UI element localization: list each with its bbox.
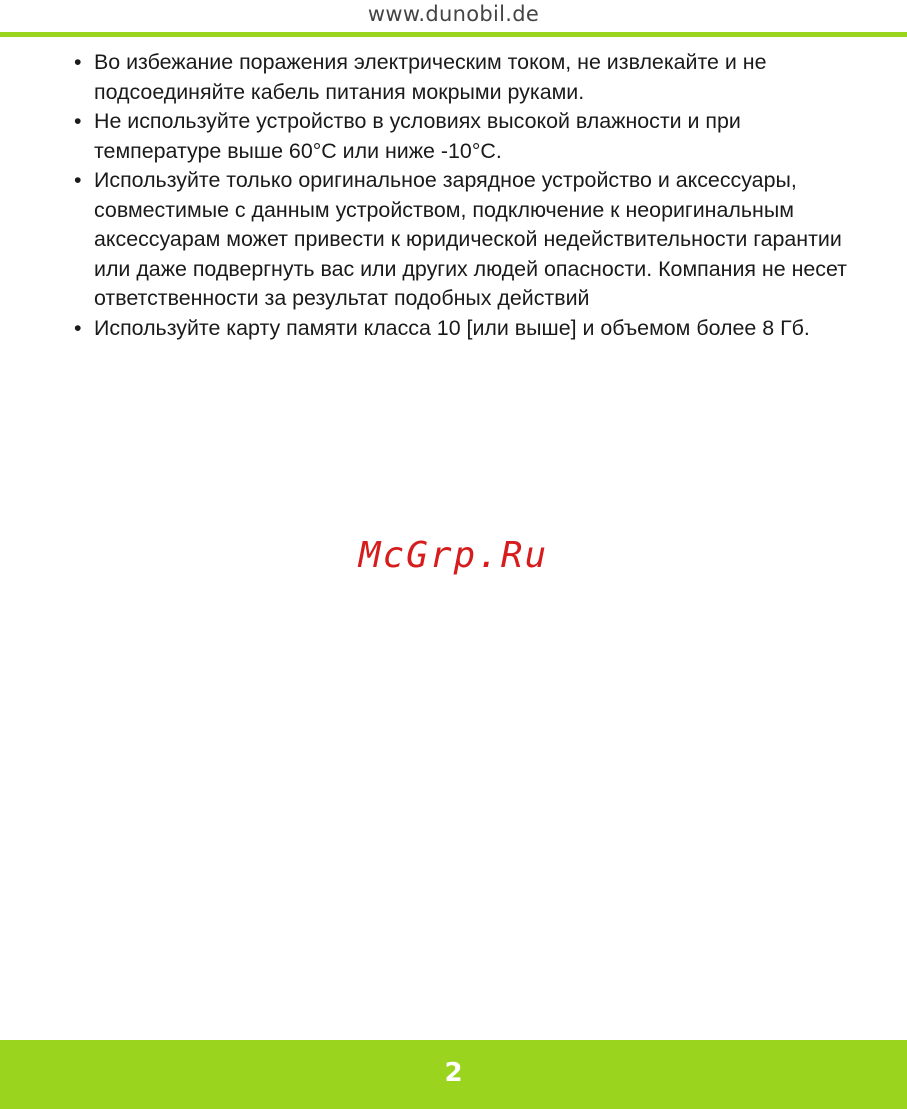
list-item-text: Во избежание поражения электрическим током, не извлекайте и не подсоединяйте кабель питания мокрыми руками. [94,50,767,104]
list-item [72,48,872,107]
list-item-text: Используйте только оригинальное зарядное устройство и аксессуары, совместимые с данным устройством, подключение к неоригинальным аксессуарам может привести к юридической недействительности гарантии или даже подвергнуть вас или других людей опасности. Компания не несет ответственности за результат подобных действий [94,168,847,310]
watermark: McGrp.Ru [358,535,549,576]
page-number: 2 [444,1058,463,1088]
site-url: www.dunobil.de [367,2,540,26]
header-divider [0,32,907,37]
list-item [72,166,872,314]
list-item-text: Не используйте устройство в условиях высокой влажности и при температуре выше 60°C или ниже -10°C. [94,109,741,163]
bullet-icon: • [74,109,82,133]
safety-instructions-list [72,48,872,343]
list-item-text: Используйте карту памяти класса 10 [или выше] и объемом более 8 Гб. [94,315,810,340]
list-item [72,107,872,166]
bullet-icon: • [74,315,82,340]
bullet-icon: • [74,168,82,192]
bullet-icon: • [74,50,82,74]
list-item [72,314,872,344]
